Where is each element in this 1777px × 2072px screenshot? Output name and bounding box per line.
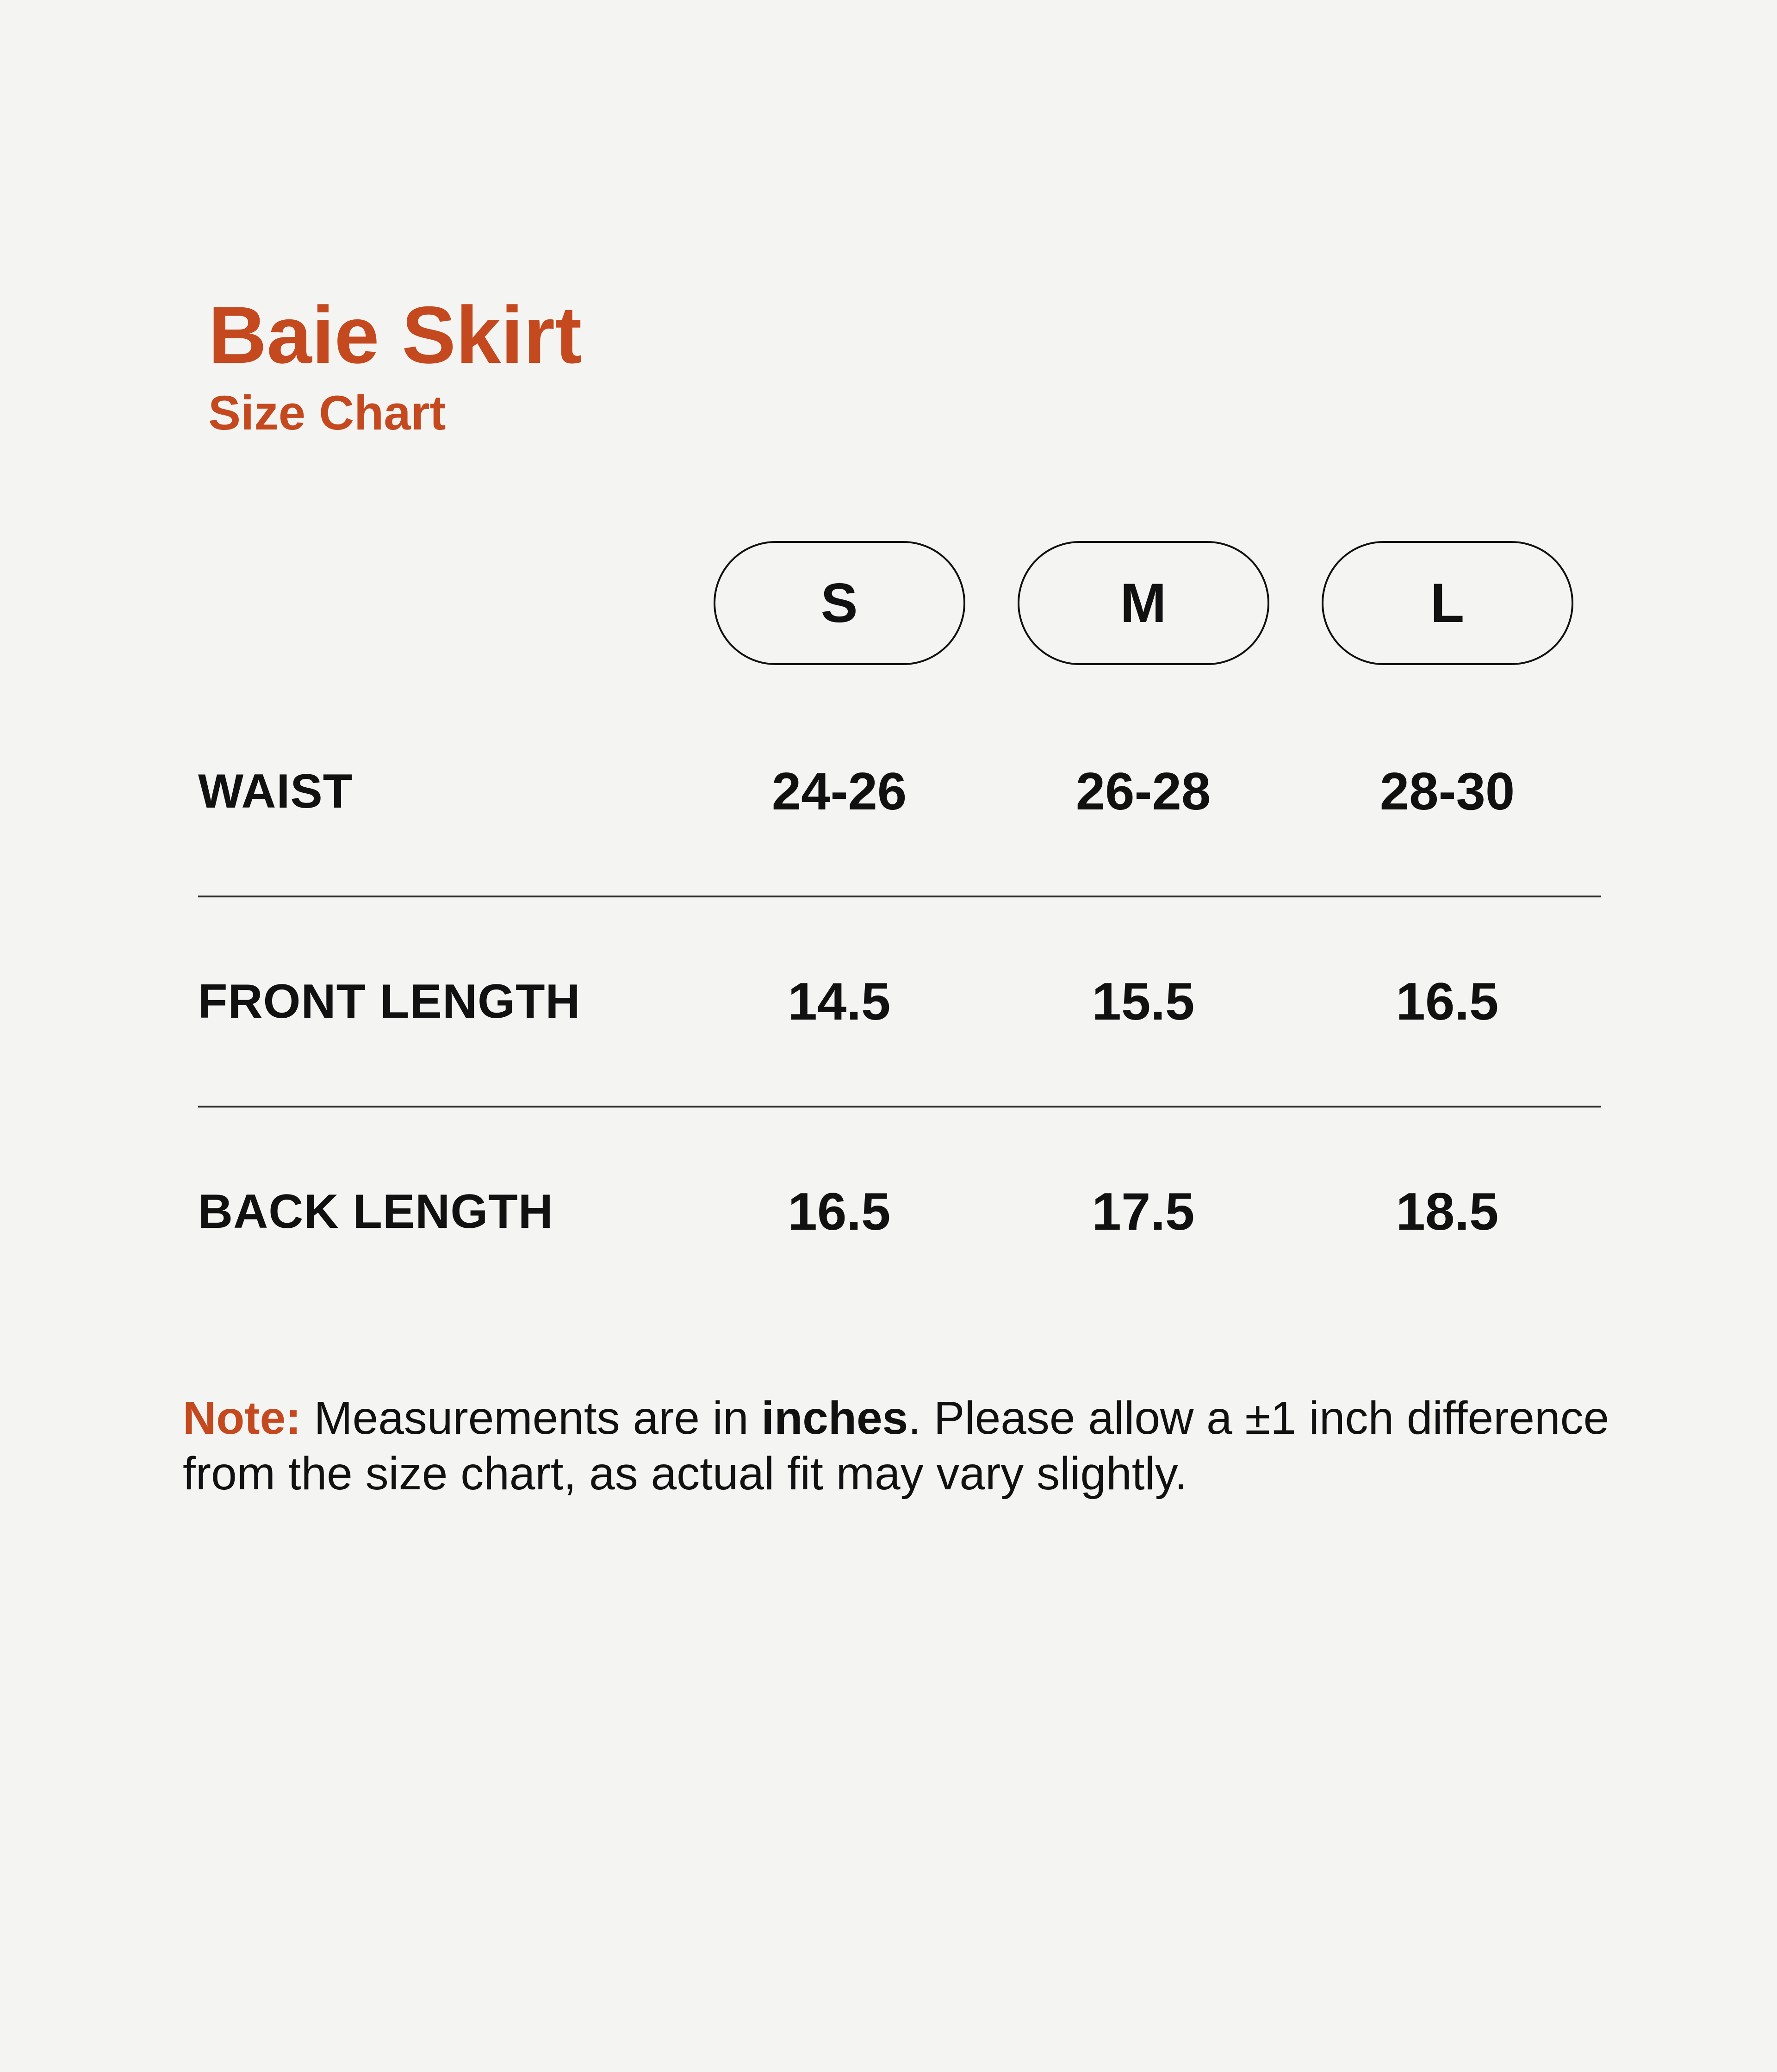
size-pill-l: L [1322,541,1573,665]
front-length-value-m: 15.5 [1092,972,1195,1031]
note-prefix: Note: [183,1392,301,1444]
table-row-back-length [198,1108,1601,1316]
page-title: Baie Skirt [208,290,582,380]
measurement-note [183,1390,1756,1501]
waist-value-l: 28-30 [1379,762,1515,821]
size-pill-s: S [714,541,965,665]
size-pill-m: M [1018,541,1269,665]
note-bold-word: inches [761,1392,908,1444]
row-label-waist: WAIST [198,764,353,818]
back-length-value-m: 17.5 [1092,1182,1195,1241]
waist-value-m: 26-28 [1075,762,1211,821]
size-header-row [198,541,1601,665]
back-length-value-l: 18.5 [1396,1182,1499,1241]
size-table [198,541,1601,1316]
back-length-value-s: 16.5 [788,1182,891,1241]
waist-value-s: 24-26 [771,762,907,821]
note-seg1: Measurements are in [301,1392,762,1444]
size-chart-page [0,290,1777,1501]
table-row-waist [198,687,1601,897]
note-line2: from the size chart, as actual fit may vary slightly. [183,1448,1188,1500]
front-length-value-s: 14.5 [788,972,891,1031]
table-row-front-length [198,897,1601,1108]
table-body [198,687,1601,1316]
front-length-value-l: 16.5 [1396,972,1499,1031]
note-seg2: . Please allow a ±1 inch difference [908,1392,1609,1444]
page-subtitle: Size Chart [208,386,446,440]
row-label-back-length: BACK LENGTH [198,1184,553,1238]
row-label-front-length: FRONT LENGTH [198,974,581,1028]
